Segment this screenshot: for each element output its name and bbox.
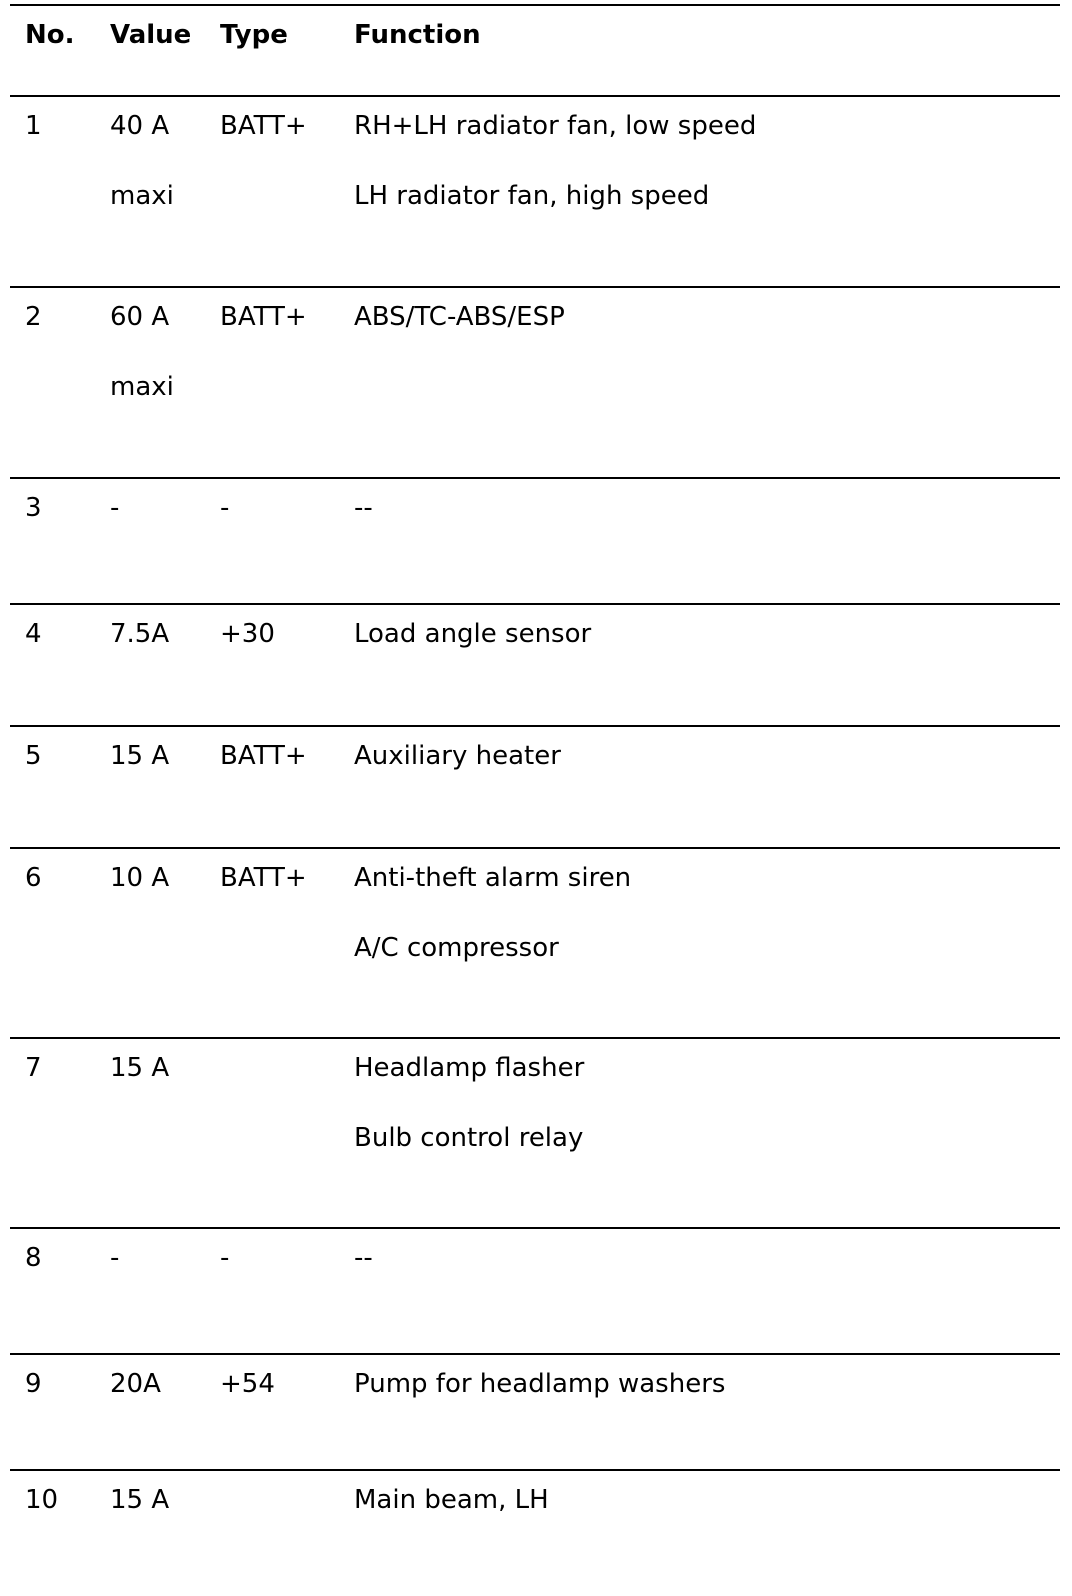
cell-value-line2: maxi xyxy=(110,181,174,211)
cell-no: 8 xyxy=(25,1243,42,1273)
cell-no: 3 xyxy=(25,493,42,523)
table-row xyxy=(10,95,1060,286)
cell-type: +54 xyxy=(220,1369,275,1399)
cell-function: RH+LH radiator fan, low speed xyxy=(354,111,757,141)
cell-no: 4 xyxy=(25,619,42,649)
fuse-table xyxy=(10,0,1060,1589)
table-header xyxy=(10,6,1060,95)
table-row xyxy=(10,1227,1060,1353)
cell-function: -- xyxy=(354,493,373,523)
cell-function: Auxiliary heater xyxy=(354,741,561,771)
cell-no: 6 xyxy=(25,863,42,893)
cell-type: - xyxy=(220,493,230,523)
header-no: No. xyxy=(25,20,75,50)
cell-function-line2: LH radiator fan, high speed xyxy=(354,181,710,211)
cell-type: - xyxy=(220,1243,230,1273)
cell-function: Anti-theft alarm siren xyxy=(354,863,632,893)
cell-type: +30 xyxy=(220,619,275,649)
cell-value: - xyxy=(110,1243,120,1273)
cell-value: 10 A xyxy=(110,863,170,893)
cell-function-line2: Bulb control relay xyxy=(354,1123,584,1153)
cell-type: BATT+ xyxy=(220,863,307,893)
cell-type: BATT+ xyxy=(220,302,307,332)
cell-type: BATT+ xyxy=(220,111,307,141)
cell-value: 15 A xyxy=(110,1485,170,1515)
cell-no: 1 xyxy=(25,111,42,141)
cell-function: -- xyxy=(354,1243,373,1273)
table-row xyxy=(10,725,1060,847)
cell-function: Headlamp flasher xyxy=(354,1053,585,1083)
cell-value: 15 A xyxy=(110,1053,170,1083)
table-row xyxy=(10,477,1060,603)
cell-no: 7 xyxy=(25,1053,42,1083)
cell-value: 7.5A xyxy=(110,619,170,649)
cell-function: Load angle sensor xyxy=(354,619,592,649)
table-row xyxy=(10,847,1060,1037)
cell-function: ABS/TC-ABS/ESP xyxy=(354,302,565,332)
cell-function-line2: A/C compressor xyxy=(354,933,559,963)
cell-no: 2 xyxy=(25,302,42,332)
cell-value: 60 A xyxy=(110,302,170,332)
header-function: Function xyxy=(354,20,481,50)
cell-value: 15 A xyxy=(110,741,170,771)
cell-value-line2: maxi xyxy=(110,372,174,402)
cell-function: Main beam, LH xyxy=(354,1485,549,1515)
cell-no: 5 xyxy=(25,741,42,771)
cell-no: 9 xyxy=(25,1369,42,1399)
cell-value: - xyxy=(110,493,120,523)
table-row xyxy=(10,286,1060,477)
header-value: Value xyxy=(110,20,192,50)
table-row xyxy=(10,603,1060,725)
table-row xyxy=(10,1037,1060,1227)
cell-value: 40 A xyxy=(110,111,170,141)
cell-value: 20A xyxy=(110,1369,161,1399)
header-type: Type xyxy=(220,20,288,50)
table-row xyxy=(10,1353,1060,1469)
cell-function: Pump for headlamp washers xyxy=(354,1369,726,1399)
cell-type: BATT+ xyxy=(220,741,307,771)
cell-no: 10 xyxy=(25,1485,59,1515)
table-row xyxy=(10,1469,1060,1589)
